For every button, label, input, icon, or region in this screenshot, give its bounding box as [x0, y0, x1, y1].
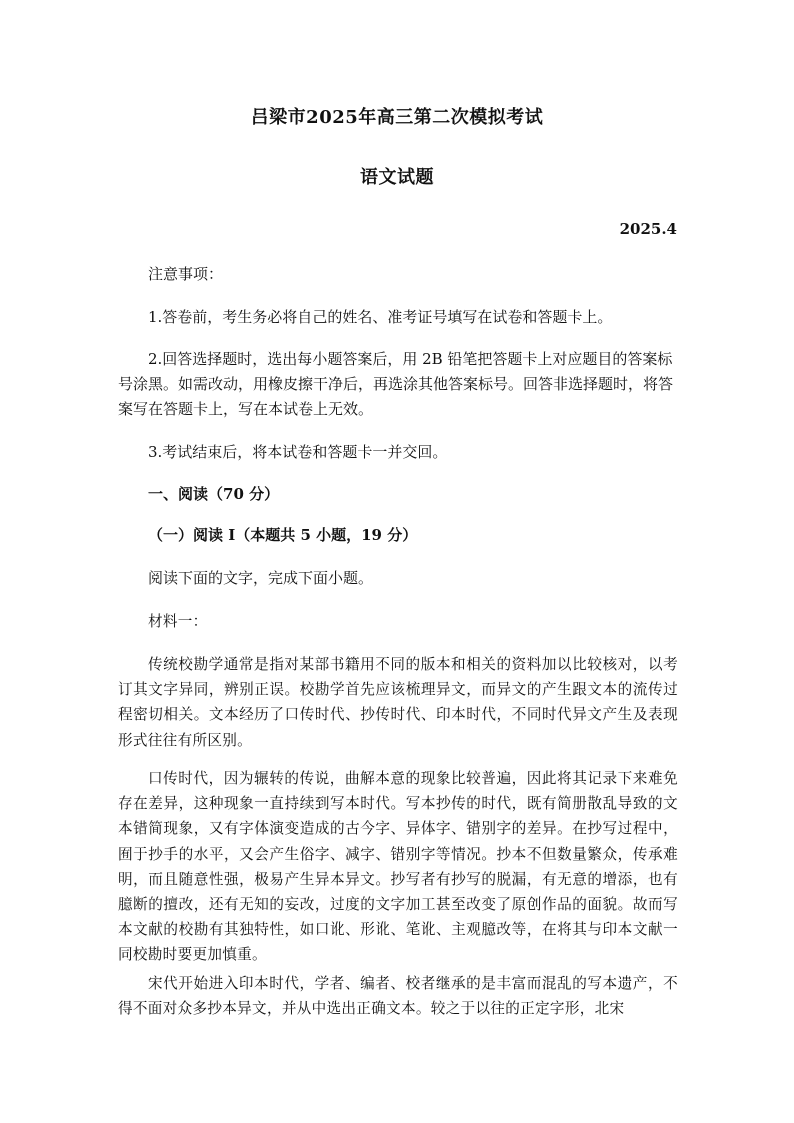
section-subheading: （一）阅读 I（本题共 5 小题，19 分）	[148, 526, 418, 544]
material-paragraph-1: 传统校勘学通常是指对某部书籍用不同的版本和相关的资料加以比较核对，以考订其文字异同，辨别正误。校勘学首先应该梳理异文，而异文的产生跟文本的流传过程密切相关。文本经历了口传时代、抄传时代、印本时代，不同时代异文产生及表现形式往往有所区别。	[118, 656, 678, 749]
notice-item-3: 3.考试结束后，将本试卷和答题卡一并交回。	[148, 443, 448, 461]
notice-item-1: 1.答卷前，考生务必将自己的姓名、准考证号填写在试卷和答题卡上。	[148, 308, 613, 326]
exam-subject-title: 语文试题	[360, 167, 434, 188]
material-paragraph-2: 口传时代，因为辗转的传说，曲解本意的现象比较普遍，因此将其记录下来难免存在差异，这种现象一直持续到写本时代。写本抄传的时代，既有简册散乱导致的文本错简现象，又有字体演变造成的古今字、异体字、错别字的差异。在抄写过程中，囿于抄手的水平，又会产生俗字、减字、错别字等情况。抄本不但数量繁众，传承难明，而且随意性强，极易产生异本异文。抄写者有抄写的脱漏，有无意的增添，也有臆断的擅改，还有无知的妄改，过度的文字加工甚至改变了原创作品的面貌。故而写本文献的校勘有其独特性，如口讹、形讹、笔讹、主观臆改等，在将其与印本文献一同校勘时要更加慎重。	[118, 770, 678, 964]
exam-date: 2025.4	[619, 220, 677, 238]
notice-item-2: 2.回答选择题时，选出每小题答案后，用 2B 铅笔把答题卡上对应题目的答案标号涂黑。如需改动，用橡皮擦干净后，再选涂其他答案标号。回答非选择题时，将答案写在答题卡上，写在本试卷上无效。	[118, 350, 674, 418]
notice-heading: 注意事项：	[148, 265, 224, 283]
material-label: 材料一：	[148, 613, 208, 630]
exam-title: 吕梁市2025年高三第二次模拟考试	[250, 107, 544, 128]
material-paragraph-3: 宋代开始进入印本时代，学者、编者、校者继承的是丰富而混乱的写本遗产，不得不面对众多抄本异文，并从中选出正确文本。较之于以往的正定字形，北宋	[118, 975, 678, 1018]
section-heading: 一、阅读（70 分）	[148, 485, 280, 503]
reading-instruction: 阅读下面的文字，完成下面小题。	[148, 569, 374, 587]
